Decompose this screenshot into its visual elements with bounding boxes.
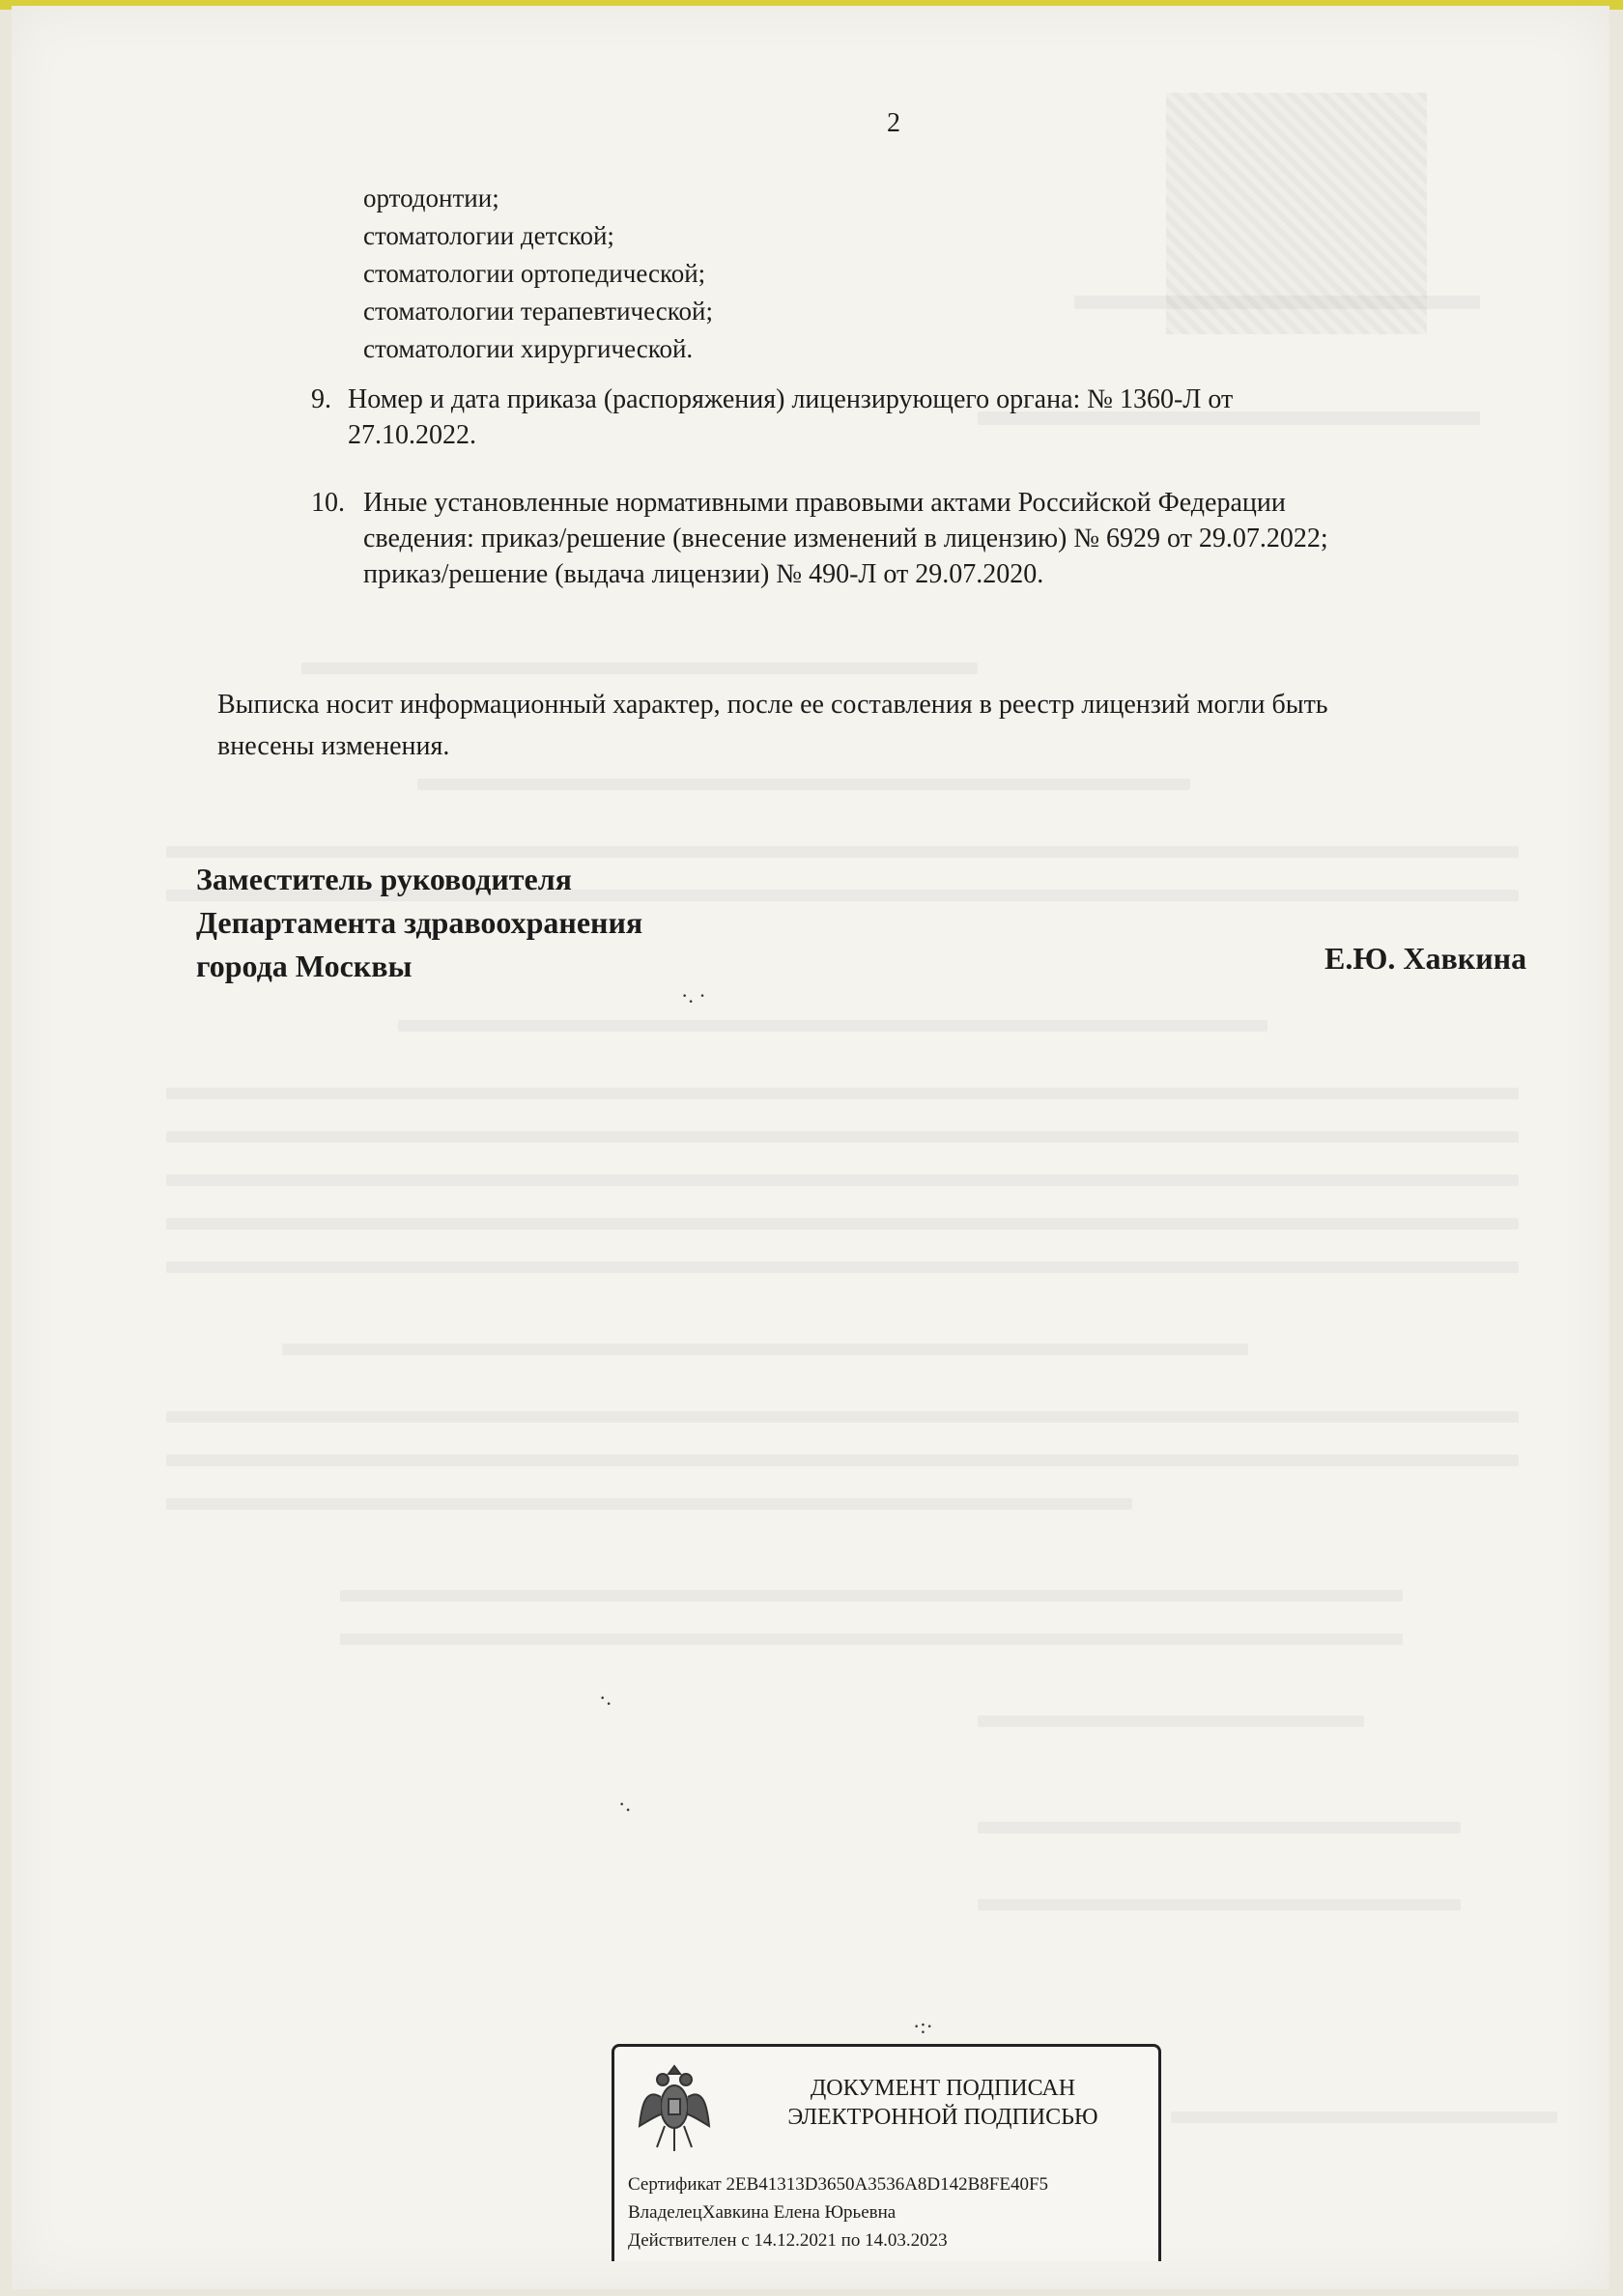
ink-speck: ·. bbox=[599, 1686, 612, 1710]
bleed-through-line bbox=[166, 846, 1519, 858]
bleed-through-line bbox=[398, 1020, 1267, 1032]
ink-speck: ·. · bbox=[681, 983, 706, 1007]
bleed-through-line bbox=[166, 1455, 1519, 1466]
position-line: Заместитель руководителя bbox=[196, 862, 572, 896]
bleed-through-line bbox=[166, 1088, 1519, 1099]
list-item: стоматологии хирургической. bbox=[363, 334, 694, 363]
bleed-through-line bbox=[978, 1899, 1461, 1911]
list-item: стоматологии детской; bbox=[363, 221, 614, 250]
list-item: стоматологии ортопедической; bbox=[363, 259, 706, 288]
item-9-order-info bbox=[311, 382, 1509, 453]
ink-speck: ·:· bbox=[913, 2014, 933, 2038]
stamp-details bbox=[628, 2170, 1154, 2254]
note-line: Выписка носит информационный характер, после ее составления в реестр лицензий могли быть bbox=[217, 690, 1328, 720]
bleed-through-line bbox=[340, 1590, 1403, 1602]
item-number: 10. bbox=[311, 488, 345, 518]
bleed-through-line bbox=[166, 1131, 1519, 1143]
certificate-validity: Действителен с 14.12.2021 по 14.03.2023 bbox=[628, 2230, 948, 2251]
document-page bbox=[12, 6, 1609, 2289]
item-number: 9. bbox=[311, 384, 331, 414]
bleed-through-line bbox=[978, 1715, 1364, 1727]
item-10-other-info bbox=[311, 485, 1509, 592]
ink-speck: ·. bbox=[618, 1792, 631, 1816]
bleed-through-line bbox=[166, 1261, 1519, 1273]
certificate-number: Сертификат 2EB41313D3650A3536A8D142B8FE40F5 bbox=[628, 2174, 1049, 2195]
stamp-title-line: ДОКУМЕНТ ПОДПИСАН bbox=[810, 2076, 1076, 2101]
stamp-title-line: ЭЛЕКТРОННОЙ ПОДПИСЬЮ bbox=[787, 2105, 1098, 2130]
disclaimer-note bbox=[217, 684, 1570, 767]
item-text-continuation: 27.10.2022. bbox=[348, 420, 476, 450]
bleed-through-line bbox=[166, 1218, 1519, 1230]
list-item: стоматологии терапевтической; bbox=[363, 297, 713, 326]
bleed-through-line bbox=[166, 1411, 1519, 1423]
specialty-list bbox=[363, 180, 713, 368]
item-text-continuation: сведения: приказ/решение (внесение изменений в лицензию) № 6929 от 29.07.2022; bbox=[363, 524, 1328, 553]
bleed-through-line bbox=[301, 663, 978, 674]
bleed-through-line bbox=[978, 1822, 1461, 1833]
item-text: Номер и дата приказа (распоряжения) лицензирующего органа: № 1360-Л от bbox=[348, 384, 1234, 414]
item-text-continuation: приказ/решение (выдача лицензии) № 490-Л от 29.07.2020. bbox=[363, 559, 1044, 589]
stamp-title bbox=[759, 2074, 1126, 2132]
bleed-through-line bbox=[1171, 2112, 1557, 2123]
signatory-position bbox=[196, 858, 642, 988]
bleed-through-line bbox=[282, 1344, 1248, 1355]
position-line: города Москвы bbox=[196, 949, 413, 983]
list-item: ортодонтии; bbox=[363, 184, 499, 213]
bleed-through-line bbox=[166, 1175, 1519, 1186]
electronic-signature-stamp bbox=[612, 2044, 1161, 2261]
bleed-through-line bbox=[340, 1633, 1403, 1645]
position-line: Департамента здравоохранения bbox=[196, 905, 643, 940]
certificate-owner: ВладелецХавкина Елена Юрьевна bbox=[628, 2202, 897, 2223]
bleed-through-line bbox=[1074, 296, 1480, 309]
signatory-name: Е.Ю. Хавкина bbox=[1324, 941, 1527, 976]
bleed-through-line bbox=[166, 1498, 1132, 1510]
item-text: Иные установленные нормативными правовыми актами Российской Федерации bbox=[363, 488, 1286, 518]
russian-coat-of-arms-icon bbox=[636, 2058, 713, 2155]
note-line: внесены изменения. bbox=[217, 731, 450, 761]
page-number: 2 bbox=[887, 108, 900, 138]
bleed-through-line bbox=[417, 779, 1190, 790]
